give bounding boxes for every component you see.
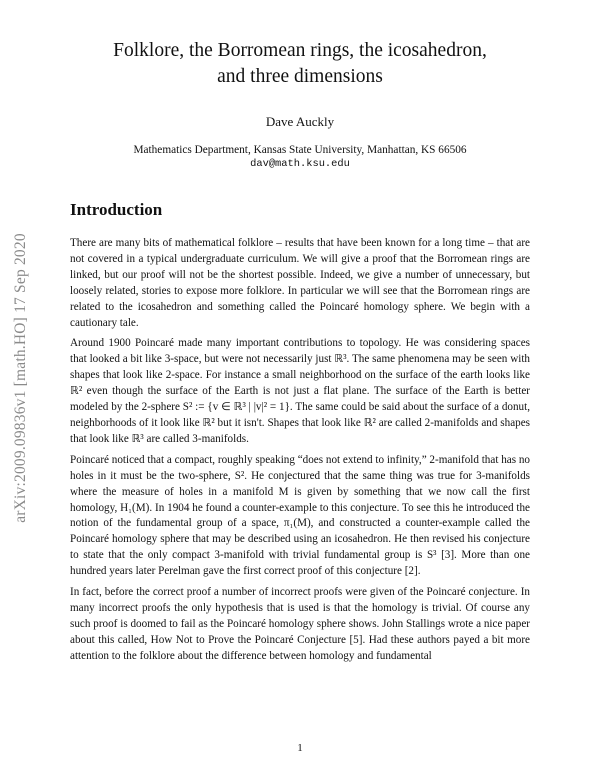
paragraph-2: Around 1900 Poincaré made many important contributions to topology. He was considering spaces that looked a bit like 3-space, but were not necessarily just ℝ³. The same phenomena may be seen with shapes that look like 2-space. For instance a small neighborhood on the surface of the earth looks like ℝ² even though the surface of the Earth is not just a flat plane. The surface of the Earth is better modeled by the 2-sphere S² := {v ∈ ℝ³ | |v|² = 1}. The same could be said about the surface of a donut, neighborhoods of it look like ℝ² but it isn't. Shapes that look like ℝ² are called 2-manifolds and shapes that look like ℝ³ are called 3-manifolds. <box>70 337 530 445</box>
paragraph-1: There are many bits of mathematical folklore – results that have been known for a long time – that are not covered in a typical undergraduate curriculum. We will give a proof that the Borromean rings are linked, but our proof will not be the shortest possible. Indeed, we give a number of unnecessary, but loosely related, stories to expose more folklore. In particular we will see that the Borromean rings are related to the icosahedron and something called the Poincaré homology sphere. We begin with a cautionary tale. <box>70 237 530 329</box>
section-heading: Introduction <box>70 200 163 219</box>
paper-title-line-2: and three dimensions <box>217 66 383 87</box>
page-number: 1 <box>297 742 303 754</box>
arxiv-sidebar <box>6 178 36 578</box>
author-email: dav@math.ksu.edu <box>250 158 350 170</box>
paper-title-line-1: Folklore, the Borromean rings, the icosahedron, <box>113 40 487 61</box>
body-text <box>70 236 530 670</box>
paragraph-4: In fact, before the correct proof a number of incorrect proofs were given of the Poincaré conjecture. In many incorrect proofs the only hypothesis that is used is that the homology is trivial. Of course any such proof is doomed to fail as the Poincaré homology sphere shows. John Stallings wrote a nice paper about this called, How Not to Prove the Poincaré Conjecture [5]. Had these authors payed a bit more attention to the folklore about the difference between homology and fundamental <box>70 586 530 662</box>
arxiv-identifier: arXiv:2009.09836v1 [math.HO] 17 Sep 2020 <box>12 233 29 523</box>
author-affiliation: Mathematics Department, Kansas State University, Manhattan, KS 66506 <box>133 144 467 156</box>
paragraph-3: Poincaré noticed that a compact, roughly speaking “does not extend to infinity,” 2-manifold that has no holes in it must be the two-sphere, S². He conjectured that the same thing was true for 3-manifolds where the measure of holes in a manifold M is given by something that we now call the first homology, H₁(M). In 1904 he found a counter-example to this conjecture. To see this he introduced the notion of the fundamental group of a space, π₁(M), and constructed a counter-example called the Poincaré homology sphere that may be described using an icosahedron. He then revised his conjecture to state that the only compact 3-manifold with trivial fundamental group is S³ [3]. More than one hundred years later Perelman gave the first correct proof of this conjecture [2]. <box>70 453 530 578</box>
author-name: Dave Auckly <box>265 114 335 129</box>
